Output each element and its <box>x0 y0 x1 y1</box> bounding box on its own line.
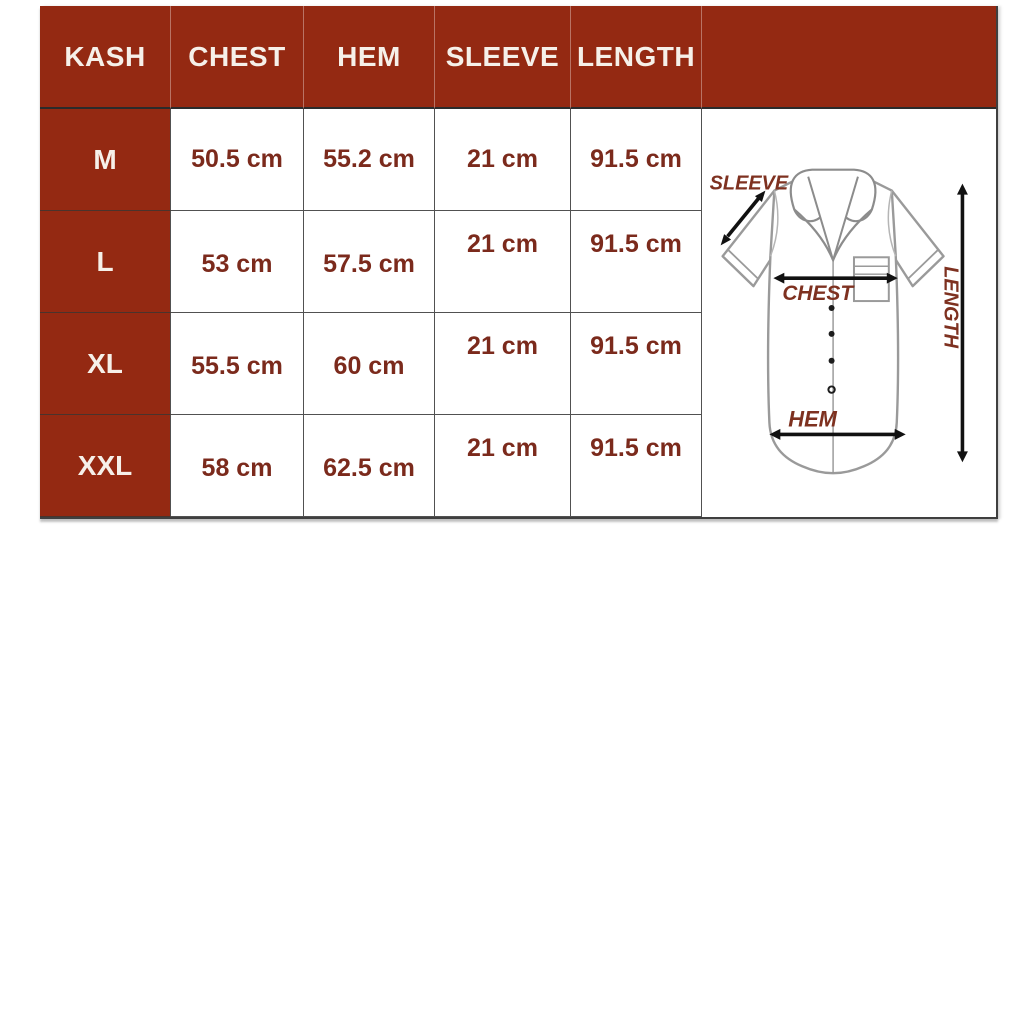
length-value-m: 91.5 cm <box>571 109 702 211</box>
hem-label: HEM <box>788 406 837 432</box>
sleeve-value-l: 21 cm <box>435 211 571 313</box>
chest-label: CHEST <box>782 282 854 306</box>
garment-diagram <box>702 109 996 517</box>
chest-value-xl: 55.5 cm <box>171 313 304 415</box>
size-label-xxl: XXL <box>40 415 171 517</box>
length-value-l: 91.5 cm <box>571 211 702 313</box>
length-value-xxl: 91.5 cm <box>571 415 702 517</box>
chest-value-m: 50.5 cm <box>171 109 304 211</box>
column-header-hem: HEM <box>304 6 435 109</box>
hem-value-xxl: 62.5 cm <box>304 415 435 517</box>
size-chart-table <box>40 6 998 519</box>
size-label-xl: XL <box>40 313 171 415</box>
sleeve-label: SLEEVE <box>709 172 789 195</box>
sleeve-value-m: 21 cm <box>435 109 571 211</box>
column-header-sleeve: SLEEVE <box>435 6 571 109</box>
column-header-chest: CHEST <box>171 6 304 109</box>
sleeve-value-xxl: 21 cm <box>435 415 571 517</box>
shirt-measurement-drawing <box>702 109 996 517</box>
hem-value-xl: 60 cm <box>304 313 435 415</box>
sleeve-value-xl: 21 cm <box>435 313 571 415</box>
length-label: LENGTH <box>939 266 962 349</box>
column-header-kash: KASH <box>40 6 171 109</box>
diagram-header-spacer <box>702 6 996 109</box>
column-header-length: LENGTH <box>571 6 702 109</box>
hem-value-m: 55.2 cm <box>304 109 435 211</box>
chest-value-xxl: 58 cm <box>171 415 304 517</box>
hem-value-l: 57.5 cm <box>304 211 435 313</box>
chest-value-l: 53 cm <box>171 211 304 313</box>
size-label-m: M <box>40 109 171 211</box>
size-label-l: L <box>40 211 171 313</box>
length-value-xl: 91.5 cm <box>571 313 702 415</box>
